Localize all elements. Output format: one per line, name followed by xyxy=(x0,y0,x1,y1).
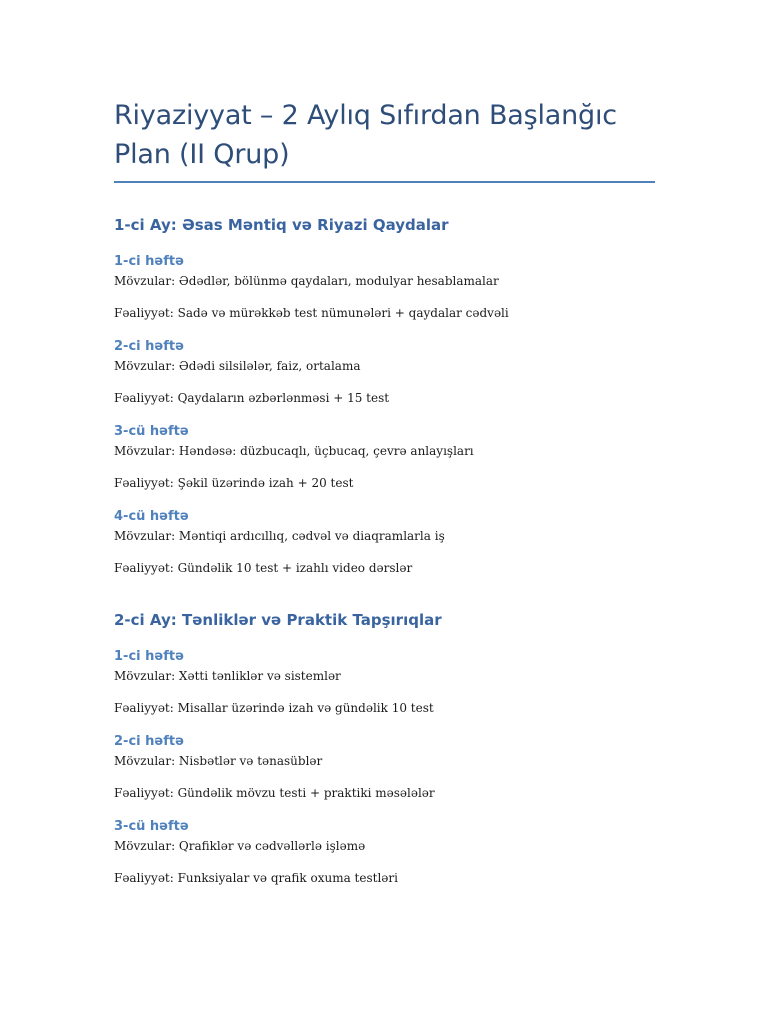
week-block xyxy=(114,508,654,577)
week-activity: Fəaliyyət: Funksiyalar və qrafik oxuma testləri xyxy=(114,871,398,885)
week-block xyxy=(114,818,654,887)
week-topics: Mövzular: Həndəsə: düzbucaqlı, üçbucaq, çevrə anlayışları xyxy=(114,444,474,458)
week-topics: Mövzular: Ədədlər, bölünmə qaydaları, modulyar hesablamalar xyxy=(114,274,499,288)
week-activity: Fəaliyyət: Qaydaların əzbərlənməsi + 15 test xyxy=(114,391,390,405)
week-activity: Fəaliyyət: Gündəlik mövzu testi + praktiki məsələlər xyxy=(114,786,435,800)
week-heading: 2-ci həftə xyxy=(114,734,184,749)
week-activity: Fəaliyyət: Misallar üzərində izah və gündəlik 10 test xyxy=(114,701,434,715)
week-block xyxy=(114,733,654,802)
document-title: Riyaziyyat – 2 Aylıq Sıfırdan Başlanğıc Plan (II Qrup) xyxy=(114,100,617,170)
week-heading: 3-cü həftə xyxy=(114,424,189,439)
week-activity: Fəaliyyət: Gündəlik 10 test + izahlı video dərslər xyxy=(114,561,413,575)
month-section-1 xyxy=(114,215,654,577)
week-topics: Mövzular: Məntiqi ardıcıllıq, cədvəl və diaqramlarla iş xyxy=(114,529,445,543)
week-block xyxy=(114,253,654,322)
week-activity: Fəaliyyət: Şəkil üzərində izah + 20 test xyxy=(114,476,354,490)
month-section-2 xyxy=(114,610,654,887)
week-block xyxy=(114,338,654,407)
document-page xyxy=(114,0,654,887)
week-heading: 4-cü həftə xyxy=(114,509,189,524)
week-heading: 1-ci həftə xyxy=(114,254,184,269)
week-topics: Mövzular: Nisbətlər və tənasüblər xyxy=(114,754,323,768)
week-block xyxy=(114,423,654,492)
week-topics: Mövzular: Qrafiklər və cədvəllərlə işləmə xyxy=(114,839,366,853)
week-topics: Mövzular: Xətti tənliklər və sistemlər xyxy=(114,669,341,683)
week-heading: 3-cü həftə xyxy=(114,819,189,834)
week-block xyxy=(114,648,654,717)
month-heading: 2-ci Ay: Tənliklər və Praktik Tapşırıqlar xyxy=(114,611,442,629)
week-topics: Mövzular: Ədədi silsilələr, faiz, ortalama xyxy=(114,359,361,373)
title-underline xyxy=(114,181,655,183)
week-heading: 2-ci həftə xyxy=(114,339,184,354)
week-heading: 1-ci həftə xyxy=(114,649,184,664)
week-activity: Fəaliyyət: Sadə və mürəkkəb test nümunələri + qaydalar cədvəli xyxy=(114,306,509,320)
month-heading: 1-ci Ay: Əsas Məntiq və Riyazi Qaydalar xyxy=(114,216,449,234)
